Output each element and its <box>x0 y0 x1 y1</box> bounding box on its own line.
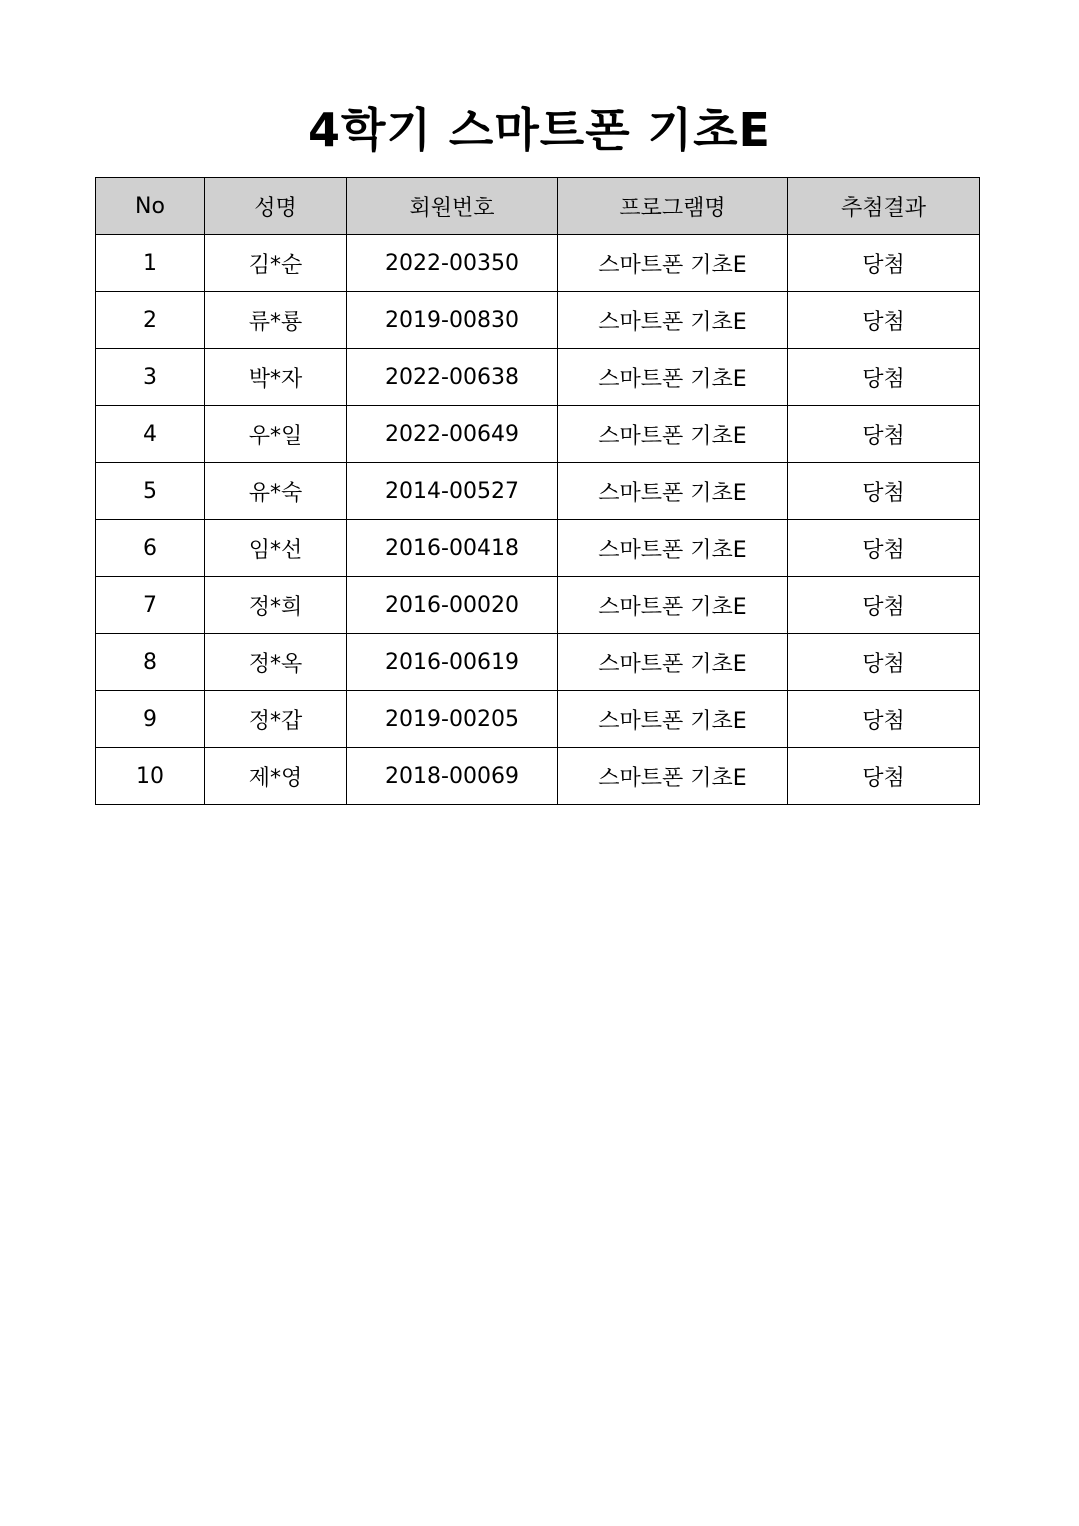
cell-result: 당첨 <box>788 349 980 406</box>
cell-result: 당첨 <box>788 691 980 748</box>
table-header-row <box>96 178 980 235</box>
table-row <box>96 406 980 463</box>
cell-member-id: 2022-00638 <box>347 349 558 406</box>
cell-no: 3 <box>96 349 205 406</box>
cell-name: 정*희 <box>205 577 347 634</box>
cell-result: 당첨 <box>788 406 980 463</box>
cell-no: 2 <box>96 292 205 349</box>
header-program: 프로그램명 <box>558 178 788 235</box>
table-row <box>96 577 980 634</box>
table-row <box>96 520 980 577</box>
cell-no: 5 <box>96 463 205 520</box>
cell-name: 김*순 <box>205 235 347 292</box>
cell-program: 스마트폰 기초E <box>558 748 788 805</box>
cell-no: 9 <box>96 691 205 748</box>
header-member-id: 회원번호 <box>347 178 558 235</box>
cell-name: 박*자 <box>205 349 347 406</box>
table-row <box>96 235 980 292</box>
table-row <box>96 292 980 349</box>
cell-member-id: 2014-00527 <box>347 463 558 520</box>
cell-name: 유*숙 <box>205 463 347 520</box>
cell-program: 스마트폰 기초E <box>558 691 788 748</box>
cell-program: 스마트폰 기초E <box>558 463 788 520</box>
cell-result: 당첨 <box>788 634 980 691</box>
lottery-result-table <box>95 177 980 805</box>
cell-result: 당첨 <box>788 292 980 349</box>
table-row <box>96 634 980 691</box>
page-title: 4학기 스마트폰 기초E <box>308 103 771 157</box>
cell-result: 당첨 <box>788 463 980 520</box>
cell-program: 스마트폰 기초E <box>558 520 788 577</box>
cell-program: 스마트폰 기초E <box>558 406 788 463</box>
cell-member-id: 2022-00649 <box>347 406 558 463</box>
cell-name: 임*선 <box>205 520 347 577</box>
cell-member-id: 2016-00020 <box>347 577 558 634</box>
cell-result: 당첨 <box>788 577 980 634</box>
cell-no: 1 <box>96 235 205 292</box>
cell-no: 8 <box>96 634 205 691</box>
cell-name: 우*일 <box>205 406 347 463</box>
cell-result: 당첨 <box>788 520 980 577</box>
cell-program: 스마트폰 기초E <box>558 634 788 691</box>
table-row <box>96 463 980 520</box>
table-row <box>96 748 980 805</box>
cell-member-id: 2019-00830 <box>347 292 558 349</box>
cell-member-id: 2019-00205 <box>347 691 558 748</box>
cell-result: 당첨 <box>788 748 980 805</box>
table-body <box>96 235 980 805</box>
cell-program: 스마트폰 기초E <box>558 235 788 292</box>
cell-no: 10 <box>96 748 205 805</box>
cell-program: 스마트폰 기초E <box>558 349 788 406</box>
table-header <box>96 178 980 235</box>
cell-no: 6 <box>96 520 205 577</box>
cell-no: 7 <box>96 577 205 634</box>
table-row <box>96 691 980 748</box>
cell-member-id: 2016-00418 <box>347 520 558 577</box>
header-name: 성명 <box>205 178 347 235</box>
cell-member-id: 2018-00069 <box>347 748 558 805</box>
cell-name: 정*옥 <box>205 634 347 691</box>
cell-name: 정*갑 <box>205 691 347 748</box>
cell-name: 류*룡 <box>205 292 347 349</box>
header-result: 추첨결과 <box>788 178 980 235</box>
cell-program: 스마트폰 기초E <box>558 577 788 634</box>
table-row <box>96 349 980 406</box>
cell-no: 4 <box>96 406 205 463</box>
header-no: No <box>96 178 205 235</box>
cell-program: 스마트폰 기초E <box>558 292 788 349</box>
cell-name: 제*영 <box>205 748 347 805</box>
cell-result: 당첨 <box>788 235 980 292</box>
cell-member-id: 2016-00619 <box>347 634 558 691</box>
cell-member-id: 2022-00350 <box>347 235 558 292</box>
